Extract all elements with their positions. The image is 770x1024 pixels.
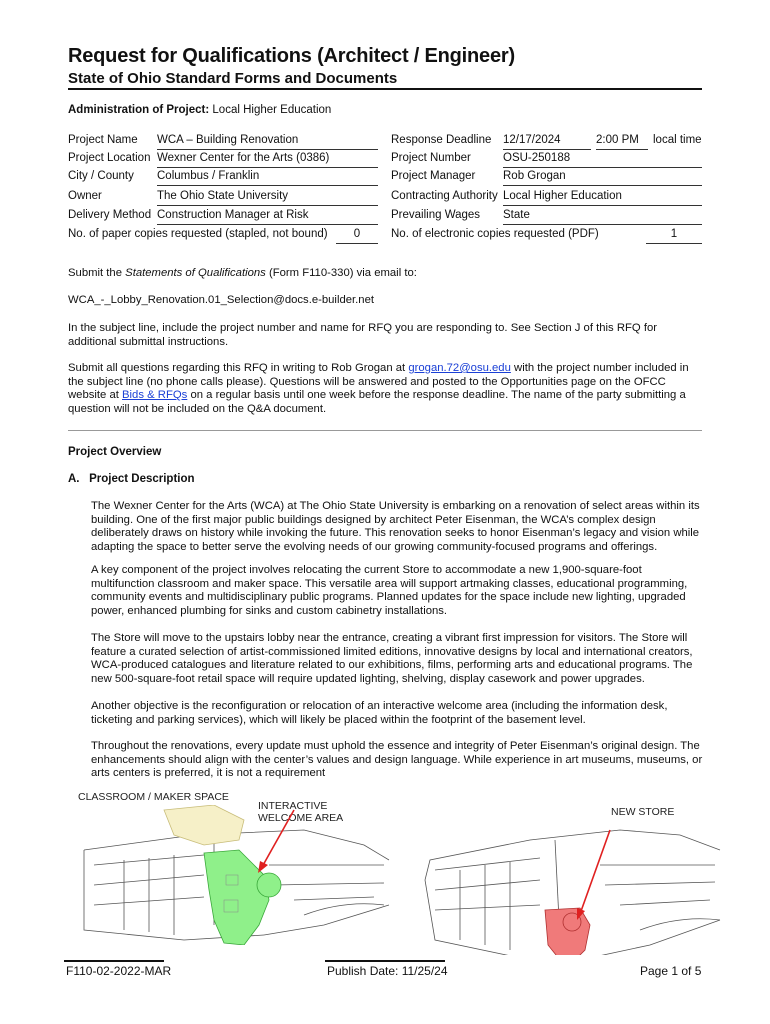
delivery-method-label: Delivery Method [68,209,152,221]
page-title: Request for Qualifications (Architect / Engineer) [68,45,515,67]
questions-paragraph [68,362,704,416]
description-paragraph-2: A key component of the project involves relocating the current Store to accommodate a new 1,900-square-foot multifunction classroom and maker space. This versatile area will support artmaking classes, educational programming, community events and multidisciplinary public programs. Planned updates for the space include new lighting, upgraded power, enhanced plumbing for sinks and custom cabinetry installations. [91,564,688,617]
prevailing-wages-label: Prevailing Wages [391,209,481,221]
response-deadline-date: 12/17/2024 [503,134,591,150]
welcome-area-label: INTERACTIVE WELCOME AREA [258,800,344,824]
response-deadline-label: Response Deadline [391,134,492,146]
bids-rfqs-link[interactable]: Bids & RFQs [122,389,188,402]
response-deadline-time: 2:00 PM [596,134,648,150]
project-manager-value: Rob Grogan [503,170,702,186]
questions-email-link[interactable]: grogan.72@osu.edu [408,362,511,374]
submission-email: WCA_-_Lobby_Renovation.01_Selection@docs.e-builder.net [68,294,375,306]
contracting-authority-value: Local Higher Education [503,190,702,206]
new-store-label: NEW STORE [611,806,675,818]
delivery-method-value: Construction Manager at Risk [157,209,378,225]
page-subtitle: State of Ohio Standard Forms and Documents [68,70,398,87]
project-description-heading: A. Project Description [68,473,195,485]
footer-form-id: F110-02-2022-MAR [66,964,172,978]
store-arrow [580,830,610,914]
title-rule [68,88,702,90]
description-paragraph-3: The Store will move to the upstairs lobby near the entrance, creating a vibrant first impression for visitors. The Store will feature a curated selection of artist-commissioned limited editions, innovative designs by local and international creators, WCA-produced catalogues and literature related to our exhibitions, films, performing arts and educational programs. The new 500-square-foot retail space will require updated lighting, shelving, display casework and power upgrades. [91,632,693,685]
project-name-value: WCA – Building Renovation [157,134,378,150]
paper-copies-label: No. of paper copies requested (stapled, not bound) [68,228,328,240]
subject-line-instructions: In the subject line, include the project number and name for RFQ you are responding to. See Section J of this RFQ for additional submittal instructions. [68,322,658,348]
classroom-label: CLASSROOM / MAKER SPACE [78,791,229,803]
contracting-authority-label: Contracting Authority [391,190,498,202]
project-overview-heading: Project Overview [68,446,162,458]
description-paragraph-4: Another objective is the reconfiguration or relocation of an interactive welcome area (including the information desk, ticketing and parking services), which will likely be placed within the footprint of the basement level. [91,700,668,726]
submit-intro-em: Statements of Qualifications [125,267,266,279]
administration-label: Administration of Project: [68,104,210,116]
electronic-copies-value: 1 [646,228,702,244]
project-manager-label: Project Manager [391,170,476,182]
owner-label: Owner [68,190,102,202]
project-location-value: Wexner Center for the Arts (0386) [157,152,378,168]
response-deadline-suffix: local time [653,134,702,146]
paper-copies-value: 0 [336,228,378,244]
city-county-value: Columbus / Franklin [157,170,378,186]
owner-value: The Ohio State University [157,190,378,206]
description-paragraph-1: The Wexner Center for the Arts (WCA) at The Ohio State University is embarking on a renovation of select areas within its building. One of the first major public buildings designed by architect Peter Eisenman, the WCA’s complex design deliberately draws on history while invoking the future. This renovation seeks to honor Eisenman’s legacy and vision while adapting the space to better serve the evolving needs of our growing community-focused programs and offerings. [91,500,700,553]
administration-line [68,104,331,116]
footer-rule-left [64,960,164,962]
description-paragraph-5: Throughout the renovations, every update must uphold the essence and integrity of Peter Eisenman’s original design. The enhancements should align with the center’s values and design language. While experience in art museums, museums, or arts centers is preferred, it is not a requirement [91,740,703,780]
questions-mid: with the project number included in the subject line (no phone calls please). Questions will be answered and posted to the Opportunities page on the OFCC website at [68,362,689,402]
submit-intro-pre: Submit the [68,267,126,279]
project-number-label: Project Number [391,152,471,164]
section-divider [68,430,702,431]
classroom-area [164,805,244,845]
submit-intro-post: (Form F110-330) via email to: [265,267,417,279]
upper-floor-plan [420,810,750,955]
footer-publish-date: Publish Date: 11/25/24 [327,964,448,978]
project-number-value: OSU-250188 [503,152,702,168]
questions-post: on a regular basis until one week before the response deadline. The name of the party submitting a question will not be included on the Q&A document. [68,389,686,415]
city-county-label: City / County [68,170,134,182]
welcome-area [204,850,269,945]
footer-rule-center [325,960,445,962]
submit-intro [68,267,704,281]
electronic-copies-label: No. of electronic copies requested (PDF) [391,228,599,240]
project-name-label: Project Name [68,134,138,146]
questions-pre: Submit all questions regarding this RFQ in writing to Rob Grogan at [68,362,409,374]
footer-page-number: Page 1 of 5 [640,964,702,978]
administration-value: Local Higher Education [212,104,332,116]
project-location-label: Project Location [68,152,151,164]
welcome-arrow [262,810,294,867]
prevailing-wages-value: State [503,209,702,225]
basement-floor-plan [64,805,394,945]
